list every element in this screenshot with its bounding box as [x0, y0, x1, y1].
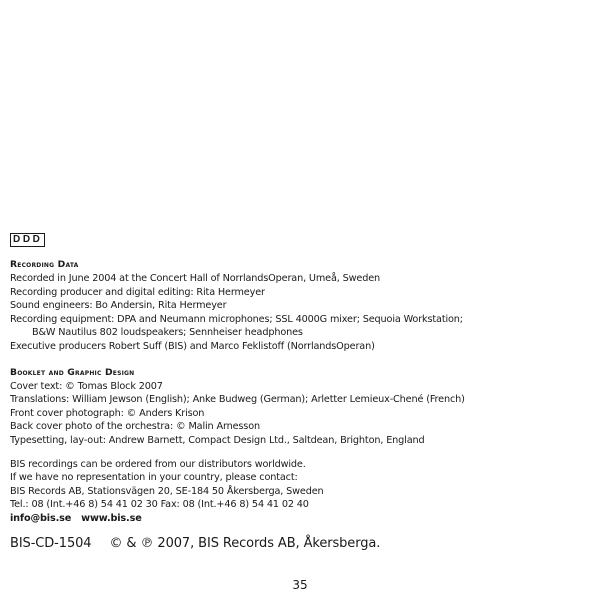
distributors-note: BIS recordings can be ordered from our distributors worldwide. [10, 458, 306, 470]
catalog-number: BIS-CD-1504 [10, 535, 92, 551]
sound-engineers: Sound engineers: Bo Andersin, Rita Hermeyer [10, 300, 227, 312]
ddd-badge: DDD [10, 233, 45, 247]
postal-address: BIS Records AB, Stationsvägen 20, SE-184 50 Åkersberga, Sweden [10, 485, 324, 497]
copyright-notice: © & ℗ 2007, BIS Records AB, Åkersberga. [109, 535, 381, 551]
contact-links [10, 512, 590, 526]
website-link[interactable]: www.bis.se [81, 512, 142, 524]
credits-block [10, 233, 590, 552]
section-spacer [10, 448, 590, 458]
section-spacer [10, 354, 590, 365]
email-link[interactable]: info@bis.se [10, 512, 72, 524]
phone-fax: Tel.: 08 (Int.+46 8) 54 41 02 30 Fax: 08 (Int.+46 8) 54 41 02 40 [10, 499, 309, 511]
recording-location: Recorded in June 2004 at the Concert Hall of NorrlandsOperan, Umeå, Sweden [10, 273, 380, 284]
page-number: 35 [292, 578, 308, 592]
recording-equipment-continued: B&W Nautilus 802 loudspeakers; Sennheiser headphones [32, 327, 303, 339]
booklet-design-heading: Booklet and Graphic Design [10, 366, 135, 378]
back-cover-photo-credit: Back cover photo of the orchestra: © Malin Arnesson [10, 421, 260, 433]
representation-note: If we have no representation in your country, please contact: [10, 472, 298, 484]
typesetting-credit: Typesetting, lay-out: Andrew Barnett, Compact Design Ltd., Saltdean, Brighton, England [10, 434, 425, 446]
recording-data-heading: Recording Data [10, 259, 79, 270]
cover-text-credit: Cover text: © Tomas Block 2007 [10, 380, 163, 392]
recording-equipment: Recording equipment: DPA and Neumann microphones; SSL 4000G mixer; Sequoia Workstation; [10, 313, 463, 325]
translations-credit: Translations: William Jewson (English); Anke Budweg (German); Arletter Lemieux-Chené (French) [10, 394, 465, 406]
executive-producers: Executive producers Robert Suff (BIS) and Marco Feklistoff (NorrlandsOperan) [10, 340, 375, 352]
catalog-footer [10, 536, 590, 552]
recording-producer: Recording producer and digital editing: Rita Hermeyer [10, 286, 265, 298]
front-cover-photo-credit: Front cover photograph: © Anders Krison [10, 407, 205, 419]
